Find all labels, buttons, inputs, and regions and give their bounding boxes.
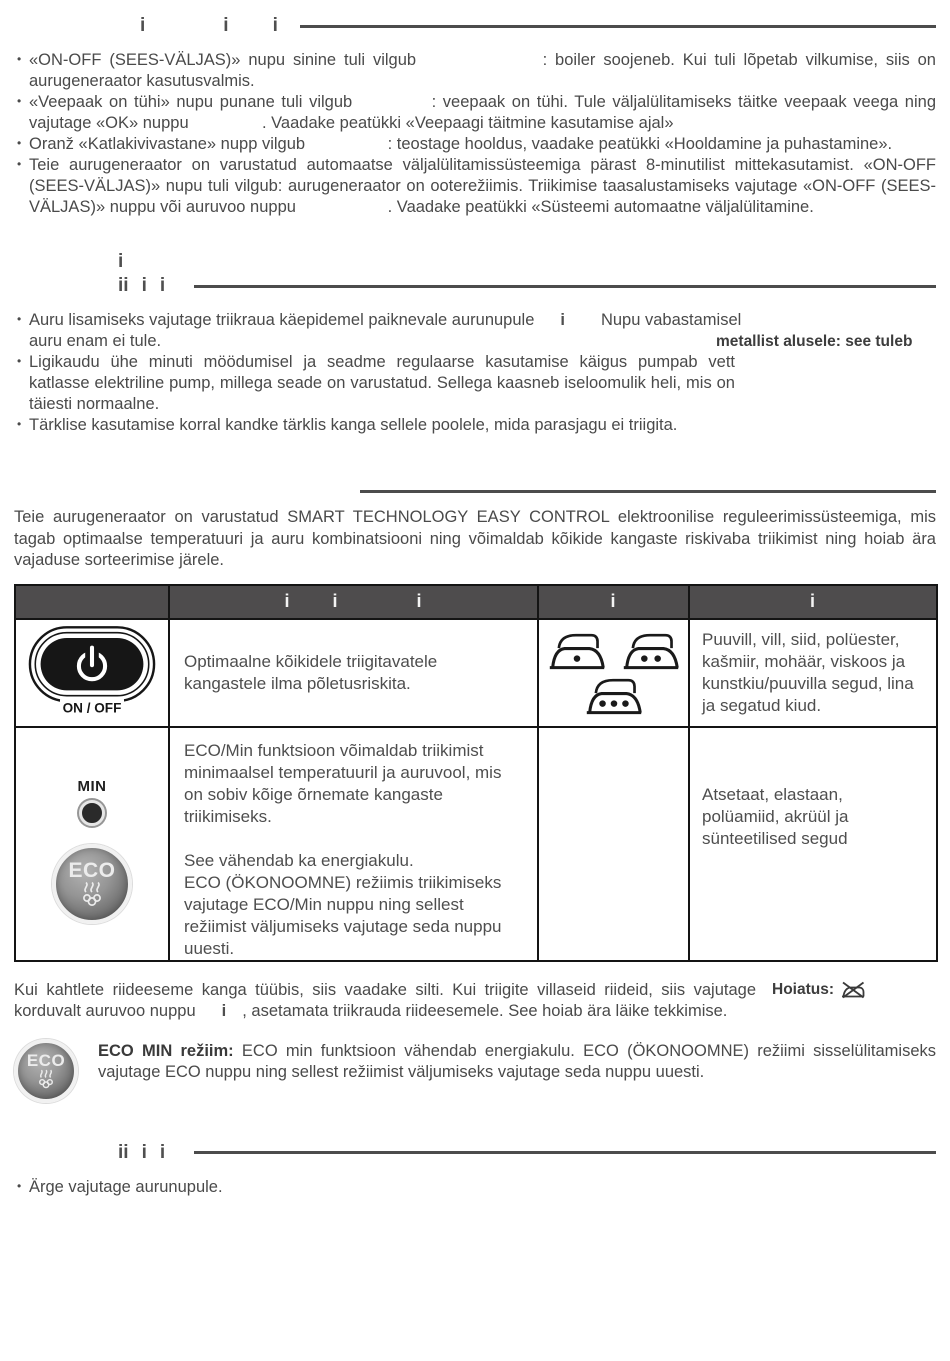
care-symbols-cell	[538, 619, 689, 727]
bullet-text: Ligikaudu ühe minuti möödumisel ja seadme regulaarse kasutamise käigus pumpab vett katlasse elektriline pump, millega seade on varustatud. Sellega kaasneb iseloomulik heli, mis on täiesti normaalne.	[29, 353, 735, 413]
inline-token: i	[221, 1002, 227, 1020]
fabrics-cell: Puuvill, vill, siid, polüester, kašmiir, mohäär, viskoos ja kunstkiu/puuvilla segud, lina ja segatud kiud.	[689, 619, 937, 727]
min-indicator-icon	[79, 800, 105, 826]
bullet-marker: •	[17, 312, 22, 326]
bullet-marker: •	[17, 354, 22, 368]
care-symbols-cell-empty	[538, 727, 689, 961]
table-header-row	[15, 585, 937, 619]
fabrics-cell: Atsetaat, elastaan, polüamiid, akrüül ja sünteetilised segud	[689, 727, 937, 961]
on-off-label: ON / OFF	[62, 700, 122, 716]
bullet-marker: •	[17, 52, 22, 66]
list-item	[14, 1177, 936, 1198]
bullet-marker: •	[17, 136, 22, 150]
eco-steam-button-icon	[14, 1039, 78, 1103]
description-cell: Optimaalne kõikidele triigitavatele kangastele ilma põletusriskita.	[169, 619, 538, 727]
bullet-text: Tärklise kasutamise korral kandke tärklis kanga sellele poolele, mida parasjagu ei triigita.	[29, 416, 678, 434]
bullet-marker: •	[17, 94, 22, 108]
heading-fragment: i	[159, 1141, 166, 1163]
list-item	[14, 134, 936, 155]
label-check-row	[14, 980, 936, 1023]
description-paragraph: ECO (ÖKONOOMNE) režiimis triikimiseks vajutage ECO/Min nuppu ning sellest režiimist väljumiseks vajutage seda nuppu uuesti.	[184, 872, 502, 958]
steam-icon	[79, 881, 105, 907]
bullet-text: «ON-OFF (SEES-VÄLJAS)» nupu sinine tuli vilgub : boiler soojeneb. Kui tuli lõpetab vilkumise, siis on aurugeneraator kasutusvalmis.	[29, 51, 936, 90]
heading-fragment: i	[118, 251, 124, 272]
eco-label: ECO	[68, 858, 116, 882]
section-heading-bottom	[118, 1141, 936, 1165]
final-bullet-list	[14, 1177, 936, 1198]
heading-line-1	[118, 250, 936, 274]
heading-fragment: i	[159, 275, 166, 296]
eco-min-lead: ECO MIN režiim:	[98, 1041, 234, 1060]
indicator-bullet-list	[14, 50, 936, 218]
eco-label: ECO	[26, 1050, 66, 1070]
description-paragraph: See vähendab ka energiakulu.	[184, 850, 414, 870]
eco-min-note	[14, 1039, 936, 1103]
min-label: MIN	[77, 777, 107, 795]
header-cell-button	[15, 585, 169, 619]
description-paragraph: ECO/Min funktsioon võimaldab triikimist minimaalsel temperatuuril ja auruvool, mis on sobiv kõige õrnemate kangaste triikimiseks.	[184, 740, 502, 826]
eco-steam-button-icon	[52, 844, 132, 924]
iron-symbols-top-row	[547, 629, 681, 671]
iron-2-dot-icon	[621, 629, 681, 671]
heading-fragment: i	[223, 15, 229, 36]
paragraph-text: Kui kahtlete riideeseme kanga tüübis, siis vaadake silti. Kui triigite villaseid riideid, siis vajutage korduvalt auruvoo nuppu	[14, 980, 756, 1020]
iron-1-dot-icon	[547, 629, 607, 671]
bullet-text: Ärge vajutage aurunupule.	[29, 1177, 223, 1196]
section-heading-steam	[118, 250, 936, 298]
heading-rule	[360, 490, 936, 493]
power-button-icon	[28, 624, 156, 716]
list-item	[14, 155, 936, 218]
side-note: metallist alusele: see tuleb	[716, 333, 913, 350]
heading-fragment: ii	[118, 1141, 129, 1163]
smart-technology-paragraph: Teie aurugeneraator on varustatud SMART TECHNOLOGY EASY CONTROL elektroonilise reguleerimissüsteemiga, mis tagab optimaalse temperatuuri ja auru kombinatsiooni ning võimaldab kõikide kangaste riskivaba triikimist ning hoiab ära vajaduse sorteerimise järele.	[14, 508, 936, 569]
eco-min-text: ECO min funktsioon vähendab energiakulu. ECO (ÖKONOOMNE) režiimi sisselülitamiseks vajutage ECO nuppu ning sellest režiimist väljumiseks vajutage seda nuppu uuesti.	[98, 1041, 936, 1081]
bullet-text: Auru lisamiseks vajutage triikraua käepidemel paiknevale aurunupule	[29, 311, 535, 329]
bullet-text: Nupu vabastamisel auru enam ei tule.	[29, 311, 742, 350]
bullet-marker: •	[17, 1178, 22, 1193]
header-cell-symbols: i	[538, 585, 689, 619]
eco-min-controls	[17, 764, 167, 924]
table-row	[15, 727, 937, 961]
do-not-iron-icon	[840, 980, 866, 1000]
list-item	[14, 92, 936, 134]
table-row	[15, 619, 937, 727]
label-check-paragraph	[14, 980, 756, 1023]
steam-bullet-list	[14, 310, 936, 436]
heading-fragment: i	[141, 275, 147, 296]
header-cell-controls: i i i	[169, 585, 538, 619]
warning-label: Hoiatus:	[772, 980, 834, 998]
heading-rule	[300, 25, 936, 28]
heading-fragment: i	[272, 15, 278, 36]
iron-symbols-group	[540, 629, 687, 716]
warning-block	[772, 980, 866, 1000]
eco-min-button-cell	[15, 727, 169, 961]
heading-fragment: i	[141, 1141, 147, 1163]
heading-fragment: i	[140, 15, 146, 36]
bullet-text: Oranž «Katlakivivastane» nupp vilgub : teostage hooldus, vaadake peatükki «Hooldamine ja puhastamine».	[29, 135, 893, 153]
list-item	[14, 50, 936, 92]
list-item	[14, 310, 913, 352]
iron-3-dot-icon	[584, 674, 644, 716]
heading-rule	[194, 1151, 936, 1154]
on-off-button-cell	[15, 619, 169, 727]
bullet-text: Teie aurugeneraator on varustatud automaatse väljalülitamissüsteemiga pärast 8-minutilist mittekasutamist. «ON-OFF (SEES-VÄLJAS)» nupu tuli vilgub: aurugeneraator on ooterežiimis. Triikimise taasalustamiseks vajutage «ON-OFF (SEES-VÄLJAS)» nuppu või auruvoo nuppu . Vaadake peatükki «Süsteemi automaatne väljalülitamine.	[29, 156, 936, 216]
heading-line-2	[118, 274, 936, 298]
eco-min-paragraph	[98, 1041, 936, 1084]
list-item	[14, 415, 936, 436]
list-item	[14, 352, 735, 415]
description-cell	[169, 727, 538, 961]
bullet-marker: •	[17, 157, 22, 171]
bullet-marker: •	[17, 417, 22, 431]
inline-token: i	[560, 311, 565, 329]
header-cell-fabrics: i	[689, 585, 937, 619]
fabric-settings-table	[14, 584, 938, 962]
bullet-text: «Veepaak on tühi» nupu punane tuli vilgub : veepaak on tühi. Tule väljalülitamiseks täitke veepaak veega ning vajutage «OK» nuppu . Vaadake peatükki «Veepaagi täitmine kasutamise ajal»	[29, 93, 936, 132]
steam-icon	[36, 1069, 56, 1089]
heading-rule	[194, 285, 936, 288]
paragraph-text: , asetamata triikrauda riideesemele. See hoiab ära läike tekkimise.	[242, 1002, 728, 1020]
heading-fragment: ii	[118, 275, 129, 296]
section-heading-indicators	[140, 14, 936, 38]
